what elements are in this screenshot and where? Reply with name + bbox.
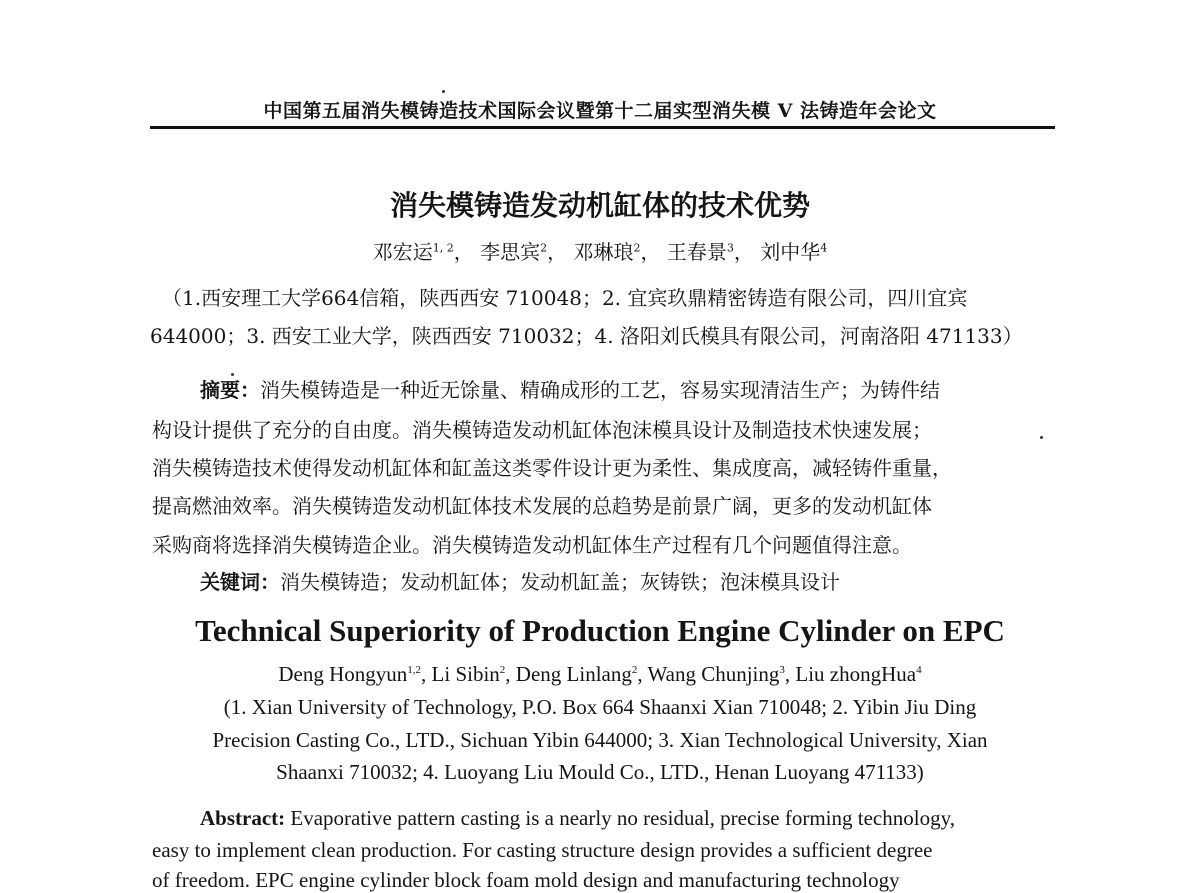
scan-speck: [231, 373, 234, 376]
chinese-abstract-line: 采购商将选择消失模铸造企业。消失模铸造发动机缸体生产过程有几个问题值得注意。: [152, 533, 912, 557]
english-affiliation-line: Precision Casting Co., LTD., Sichuan Yibin 644000; 3. Xian Technological University, Xian: [212, 728, 988, 752]
chinese-title: 消失模铸造发动机缸体的技术优势: [389, 189, 810, 222]
chinese-abstract-label: 摘要：: [200, 378, 260, 402]
english-abstract-line: easy to implement clean production. For casting structure design provides a sufficient degree: [152, 838, 933, 862]
english-abstract-line: of freedom. EPC engine cylinder block foam mold design and manufacturing technology: [152, 868, 900, 892]
author-cn-2: 李思宾$^2$，: [480, 240, 568, 264]
chinese-abstract-line: 消失模铸造技术使得发动机缸体和缸盖这类零件设计更为柔性、集成度高，减轻铸件重量，: [152, 456, 952, 480]
chinese-abstract-line: 摘要：消失模铸造是一种近无馀量、精确成形的工艺，容易实现清洁生产；为铸件结: [200, 378, 940, 402]
english-abstract-label: Abstract:: [200, 806, 286, 830]
english-abstract-line: Abstract: Evaporative pattern casting is a nearly no residual, precise forming technology,: [200, 806, 955, 830]
english-authors: [0, 662, 1200, 687]
english-affiliation-line: (1. Xian University of Technology, P.O. Box 664 Shaanxi Xian 710048; 2. Yibin Jiu Ding: [223, 695, 977, 719]
header-rule: [150, 126, 1055, 129]
chinese-keywords-label: 关键词：: [200, 570, 280, 594]
chinese-authors: [0, 236, 1200, 265]
author-en-5: Liu zhongHua$^4$: [795, 662, 922, 686]
english-affiliation-line: Shaanxi 710032; 4. Luoyang Liu Mould Co., LTD., Henan Luoyang 471133): [276, 760, 924, 784]
chinese-abstract-line: 提高燃油效率。消失模铸造发动机缸体技术发展的总趋势是前景广阔，更多的发动机缸体: [152, 494, 932, 518]
author-en-4: Wang Chunjing$^3$,: [647, 662, 796, 686]
author-cn-3: 邓琳琅$^2$，: [573, 240, 661, 264]
scan-speck: [442, 90, 445, 93]
author-en-2: Li Sibin$^2$,: [431, 662, 516, 686]
author-cn-1: 邓宏运$^{1, 2}$，: [372, 240, 474, 264]
scan-speck: [1040, 436, 1043, 439]
chinese-affiliation-line: 644000；3. 西安工业大学，陕西西安 710032；4. 洛阳刘氏模具有限公司，河南洛阳 471133）: [150, 324, 1023, 348]
author-en-1: Deng Hongyun$^{1,2}$,: [278, 662, 432, 686]
running-header: 中国第五届消失模铸造技术国际会议暨第十二届实型消失模 V 法铸造年会论文: [263, 100, 937, 122]
author-cn-5: 刘中华$^4$: [760, 240, 828, 264]
author-en-3: Deng Linlang$^2$,: [515, 662, 648, 686]
english-title: Technical Superiority of Production Engine Cylinder on EPC: [195, 613, 1005, 648]
chinese-affiliation-line: （1.西安理工大学664信箱，陕西西安 710048；2. 宜宾玖鼎精密铸造有限公司，四川宜宾: [162, 286, 968, 310]
chinese-keywords: 关键词：消失模铸造；发动机缸体；发动机缸盖；灰铸铁；泡沫模具设计: [200, 570, 840, 594]
chinese-abstract-line: 构设计提供了充分的自由度。消失模铸造发动机缸体泡沫模具设计及制造技术快速发展；: [152, 418, 932, 442]
author-cn-4: 王春景$^3$，: [666, 240, 754, 264]
